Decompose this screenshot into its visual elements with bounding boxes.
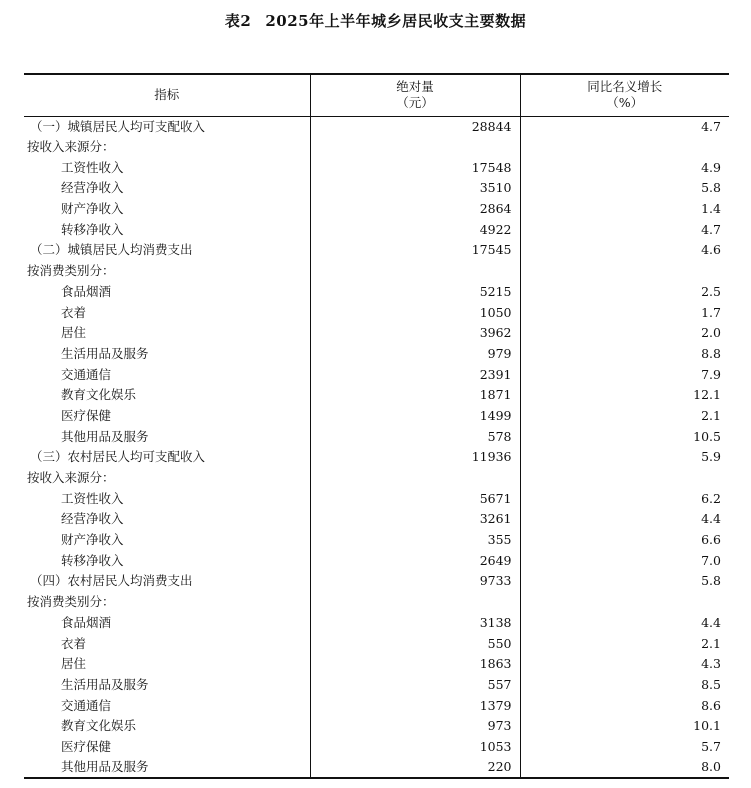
row-growth-rate	[520, 592, 729, 613]
header-growth-label: 同比名义增长	[587, 79, 663, 95]
table-row	[24, 571, 729, 592]
row-absolute-value: 3261	[310, 509, 520, 530]
row-absolute-value: 17548	[310, 157, 520, 178]
row-absolute-value: 578	[310, 426, 520, 447]
row-label: 食品烟酒	[61, 283, 112, 299]
table-row	[24, 178, 729, 199]
table-title	[0, 10, 751, 31]
table-row	[24, 737, 729, 758]
table-header-row	[24, 74, 729, 116]
row-label: 按消费类别分：	[27, 263, 115, 279]
row-label: 交通通信	[61, 366, 112, 382]
row-growth-rate: 2.0	[520, 323, 729, 344]
table-row	[24, 716, 729, 737]
table-row	[24, 406, 729, 427]
row-label: 医疗保健	[61, 407, 112, 423]
table-row	[24, 385, 729, 406]
row-label: 转移净收入	[61, 221, 124, 237]
table-row	[24, 757, 729, 778]
table-row	[24, 633, 729, 654]
row-absolute-value: 557	[310, 675, 520, 696]
table-row	[24, 695, 729, 716]
income-expenditure-table	[24, 73, 729, 779]
row-absolute-value: 1379	[310, 695, 520, 716]
row-label: 居住	[61, 656, 87, 672]
table-body	[24, 116, 729, 778]
row-absolute-value: 2649	[310, 550, 520, 571]
header-absolute-unit: （元）	[396, 95, 434, 111]
row-label: 生活用品及服务	[61, 676, 149, 692]
row-absolute-value: 1050	[310, 302, 520, 323]
row-growth-rate	[520, 137, 729, 158]
row-label: 经营净收入	[61, 180, 124, 196]
row-label: 经营净收入	[61, 511, 124, 527]
row-growth-rate: 4.6	[520, 240, 729, 261]
row-absolute-value: 973	[310, 716, 520, 737]
table-row	[24, 426, 729, 447]
row-growth-rate: 5.8	[520, 571, 729, 592]
row-growth-rate: 5.9	[520, 447, 729, 468]
row-growth-rate: 2.1	[520, 406, 729, 427]
row-label: 衣着	[61, 304, 87, 320]
table-row	[24, 261, 729, 282]
table-row	[24, 157, 729, 178]
row-growth-rate: 8.8	[520, 344, 729, 365]
row-absolute-value	[310, 468, 520, 489]
row-absolute-value: 1499	[310, 406, 520, 427]
row-growth-rate: 8.0	[520, 757, 729, 778]
table-row	[24, 654, 729, 675]
row-growth-rate: 4.9	[520, 157, 729, 178]
row-absolute-value: 550	[310, 633, 520, 654]
row-label: 其他用品及服务	[24, 757, 310, 778]
row-absolute-value: 2864	[310, 199, 520, 220]
row-growth-rate: 10.1	[520, 716, 729, 737]
row-absolute-value: 28844	[310, 116, 520, 137]
row-label: 交通通信	[61, 697, 112, 713]
row-absolute-value: 3510	[310, 178, 520, 199]
table-row	[24, 282, 729, 303]
row-growth-rate: 2.5	[520, 282, 729, 303]
row-absolute-value: 1871	[310, 385, 520, 406]
table-row	[24, 344, 729, 365]
row-absolute-value: 979	[310, 344, 520, 365]
row-growth-rate: 1.7	[520, 302, 729, 323]
row-absolute-value: 4922	[310, 219, 520, 240]
row-label: 按收入来源分：	[27, 139, 115, 155]
table-row	[24, 468, 729, 489]
row-absolute-value: 1863	[310, 654, 520, 675]
row-label: 按消费类别分：	[27, 594, 115, 610]
row-absolute-value: 220	[310, 757, 520, 778]
row-label: 居住	[61, 325, 87, 341]
row-absolute-value: 2391	[310, 364, 520, 385]
table-row	[24, 447, 729, 468]
row-label: 教育文化娱乐	[61, 387, 137, 403]
header-absolute-label: 绝对量	[396, 79, 434, 95]
table-row	[24, 488, 729, 509]
row-label: 工资性收入	[61, 159, 124, 175]
table-row	[24, 509, 729, 530]
row-absolute-value	[310, 137, 520, 158]
row-label: （一）城镇居民人均可支配收入	[30, 118, 206, 134]
row-growth-rate: 6.6	[520, 530, 729, 551]
row-label: 食品烟酒	[61, 614, 112, 630]
table-number: 表2	[224, 12, 252, 30]
row-label: 其他用品及服务	[61, 428, 149, 444]
row-label: 生活用品及服务	[61, 345, 149, 361]
row-label: 教育文化娱乐	[61, 718, 137, 734]
row-absolute-value: 5215	[310, 282, 520, 303]
row-label: （四）农村居民人均消费支出	[30, 573, 193, 589]
row-absolute-value: 5671	[310, 488, 520, 509]
table-row	[24, 302, 729, 323]
table-row	[24, 364, 729, 385]
row-label: 转移净收入	[61, 552, 124, 568]
row-growth-rate	[520, 261, 729, 282]
table-row	[24, 199, 729, 220]
table-row	[24, 530, 729, 551]
table-row	[24, 137, 729, 158]
header-indicator: 指标	[24, 74, 310, 116]
row-growth-rate: 8.6	[520, 695, 729, 716]
row-label: 工资性收入	[61, 490, 124, 506]
row-absolute-value: 3138	[310, 613, 520, 634]
row-growth-rate: 4.7	[520, 116, 729, 137]
row-absolute-value: 9733	[310, 571, 520, 592]
row-absolute-value	[310, 261, 520, 282]
table-row	[24, 592, 729, 613]
row-growth-rate: 4.4	[520, 509, 729, 530]
row-growth-rate: 5.8	[520, 178, 729, 199]
header-absolute	[310, 74, 520, 116]
row-label: 按收入来源分：	[27, 470, 115, 486]
row-absolute-value: 11936	[310, 447, 520, 468]
row-growth-rate	[520, 468, 729, 489]
row-label: 医疗保健	[61, 738, 112, 754]
table-row	[24, 550, 729, 571]
row-label: （三）农村居民人均可支配收入	[30, 449, 206, 465]
row-growth-rate: 1.4	[520, 199, 729, 220]
row-absolute-value: 355	[310, 530, 520, 551]
row-label: 财产净收入	[61, 532, 124, 548]
table-row	[24, 675, 729, 696]
row-growth-rate: 10.5	[520, 426, 729, 447]
row-absolute-value	[310, 592, 520, 613]
row-absolute-value: 17545	[310, 240, 520, 261]
row-absolute-value: 1053	[310, 737, 520, 758]
header-growth	[520, 74, 729, 116]
row-growth-rate: 4.7	[520, 219, 729, 240]
table-row	[24, 219, 729, 240]
row-growth-rate: 6.2	[520, 488, 729, 509]
header-growth-unit: （%）	[606, 95, 644, 111]
table-row	[24, 613, 729, 634]
row-absolute-value: 3962	[310, 323, 520, 344]
row-growth-rate: 12.1	[520, 385, 729, 406]
row-growth-rate: 8.5	[520, 675, 729, 696]
row-growth-rate: 5.7	[520, 737, 729, 758]
row-label: 财产净收入	[61, 201, 124, 217]
row-growth-rate: 7.0	[520, 550, 729, 571]
table-title-text: 2025年上半年城乡居民收支主要数据	[265, 12, 527, 30]
row-growth-rate: 4.4	[520, 613, 729, 634]
table-row	[24, 323, 729, 344]
table-row	[24, 240, 729, 261]
row-label: （二）城镇居民人均消费支出	[30, 242, 193, 258]
row-growth-rate: 4.3	[520, 654, 729, 675]
row-growth-rate: 7.9	[520, 364, 729, 385]
table-row	[24, 116, 729, 137]
row-label: 衣着	[61, 635, 87, 651]
row-growth-rate: 2.1	[520, 633, 729, 654]
